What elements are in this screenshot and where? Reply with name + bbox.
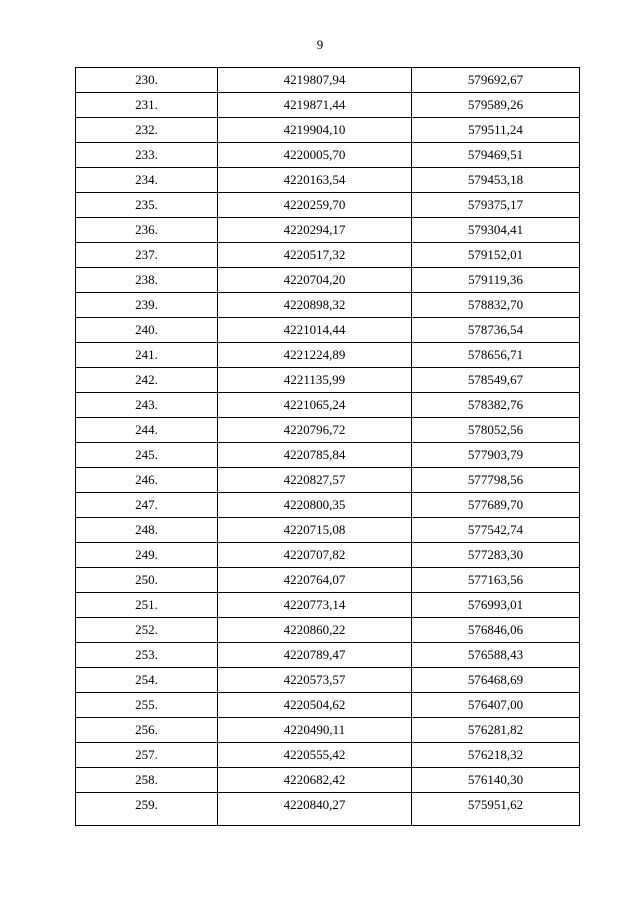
table-row	[76, 143, 580, 168]
table-row	[76, 343, 580, 368]
table-row	[76, 468, 580, 493]
y-coordinate-cell: 576993,01	[412, 593, 580, 618]
x-coordinate-cell: 4220898,32	[218, 293, 412, 318]
table-row	[76, 368, 580, 393]
y-coordinate-cell: 576218,32	[412, 743, 580, 768]
table-row	[76, 218, 580, 243]
y-coordinate-cell: 575951,62	[412, 793, 580, 826]
point-number-cell: 245.	[76, 443, 218, 468]
y-coordinate-cell: 577283,30	[412, 543, 580, 568]
y-coordinate-cell: 579119,36	[412, 268, 580, 293]
y-coordinate-cell: 577903,79	[412, 443, 580, 468]
point-number-cell: 246.	[76, 468, 218, 493]
y-coordinate-cell: 579469,51	[412, 143, 580, 168]
table-row	[76, 118, 580, 143]
table-row	[76, 643, 580, 668]
y-coordinate-cell: 578736,54	[412, 318, 580, 343]
y-coordinate-cell: 576407,00	[412, 693, 580, 718]
y-coordinate-cell: 576588,43	[412, 643, 580, 668]
y-coordinate-cell: 578382,76	[412, 393, 580, 418]
x-coordinate-cell: 4220490,11	[218, 718, 412, 743]
table-row	[76, 168, 580, 193]
x-coordinate-cell: 4220294,17	[218, 218, 412, 243]
point-number-cell: 243.	[76, 393, 218, 418]
y-coordinate-cell: 579304,41	[412, 218, 580, 243]
y-coordinate-cell: 576281,82	[412, 718, 580, 743]
x-coordinate-cell: 4220555,42	[218, 743, 412, 768]
x-coordinate-cell: 4220163,54	[218, 168, 412, 193]
x-coordinate-cell: 4221224,89	[218, 343, 412, 368]
x-coordinate-cell: 4220796,72	[218, 418, 412, 443]
x-coordinate-cell: 4220773,14	[218, 593, 412, 618]
table-row	[76, 393, 580, 418]
point-number-cell: 257.	[76, 743, 218, 768]
x-coordinate-cell: 4220504,62	[218, 693, 412, 718]
y-coordinate-cell: 579589,26	[412, 93, 580, 118]
table-row	[76, 793, 580, 826]
y-coordinate-cell: 579692,67	[412, 68, 580, 93]
table-row	[76, 68, 580, 93]
x-coordinate-cell: 4220789,47	[218, 643, 412, 668]
y-coordinate-cell: 579375,17	[412, 193, 580, 218]
point-number-cell: 252.	[76, 618, 218, 643]
point-number-cell: 244.	[76, 418, 218, 443]
x-coordinate-cell: 4219871,44	[218, 93, 412, 118]
coordinates-table	[75, 67, 580, 826]
point-number-cell: 247.	[76, 493, 218, 518]
table-row	[76, 768, 580, 793]
table-row	[76, 718, 580, 743]
y-coordinate-cell: 578052,56	[412, 418, 580, 443]
x-coordinate-cell: 4220704,20	[218, 268, 412, 293]
table-row	[76, 93, 580, 118]
y-coordinate-cell: 577689,70	[412, 493, 580, 518]
y-coordinate-cell: 578832,70	[412, 293, 580, 318]
point-number-cell: 251.	[76, 593, 218, 618]
y-coordinate-cell: 577163,56	[412, 568, 580, 593]
point-number-cell: 239.	[76, 293, 218, 318]
point-number-cell: 258.	[76, 768, 218, 793]
table-row	[76, 493, 580, 518]
point-number-cell: 255.	[76, 693, 218, 718]
table-row	[76, 243, 580, 268]
point-number-cell: 230.	[76, 68, 218, 93]
y-coordinate-cell: 579152,01	[412, 243, 580, 268]
point-number-cell: 242.	[76, 368, 218, 393]
point-number-cell: 238.	[76, 268, 218, 293]
point-number-cell: 233.	[76, 143, 218, 168]
x-coordinate-cell: 4220573,57	[218, 668, 412, 693]
table-row	[76, 268, 580, 293]
point-number-cell: 236.	[76, 218, 218, 243]
point-number-cell: 241.	[76, 343, 218, 368]
y-coordinate-cell: 576468,69	[412, 668, 580, 693]
y-coordinate-cell: 576140,30	[412, 768, 580, 793]
point-number-cell: 259.	[76, 793, 218, 826]
x-coordinate-cell: 4220800,35	[218, 493, 412, 518]
table-row	[76, 518, 580, 543]
x-coordinate-cell: 4221065,24	[218, 393, 412, 418]
point-number-cell: 232.	[76, 118, 218, 143]
x-coordinate-cell: 4220827,57	[218, 468, 412, 493]
table-row	[76, 693, 580, 718]
page-number: 9	[316, 37, 324, 52]
table-row	[76, 418, 580, 443]
y-coordinate-cell: 577798,56	[412, 468, 580, 493]
point-number-cell: 231.	[76, 93, 218, 118]
table-row	[76, 543, 580, 568]
point-number-cell: 237.	[76, 243, 218, 268]
point-number-cell: 240.	[76, 318, 218, 343]
table-row	[76, 193, 580, 218]
table-row	[76, 318, 580, 343]
point-number-cell: 254.	[76, 668, 218, 693]
x-coordinate-cell: 4220785,84	[218, 443, 412, 468]
y-coordinate-cell: 579453,18	[412, 168, 580, 193]
point-number-cell: 256.	[76, 718, 218, 743]
x-coordinate-cell: 4220764,07	[218, 568, 412, 593]
coordinates-table-body	[76, 68, 580, 826]
table-row	[76, 743, 580, 768]
y-coordinate-cell: 579511,24	[412, 118, 580, 143]
table-row	[76, 593, 580, 618]
x-coordinate-cell: 4221014,44	[218, 318, 412, 343]
point-number-cell: 235.	[76, 193, 218, 218]
table-row	[76, 668, 580, 693]
x-coordinate-cell: 4219904,10	[218, 118, 412, 143]
x-coordinate-cell: 4220682,42	[218, 768, 412, 793]
x-coordinate-cell: 4220259,70	[218, 193, 412, 218]
x-coordinate-cell: 4220005,70	[218, 143, 412, 168]
point-number-cell: 248.	[76, 518, 218, 543]
point-number-cell: 234.	[76, 168, 218, 193]
x-coordinate-cell: 4221135,99	[218, 368, 412, 393]
table-row	[76, 568, 580, 593]
point-number-cell: 253.	[76, 643, 218, 668]
table-row	[76, 293, 580, 318]
x-coordinate-cell: 4220517,32	[218, 243, 412, 268]
y-coordinate-cell: 578656,71	[412, 343, 580, 368]
x-coordinate-cell: 4220715,08	[218, 518, 412, 543]
point-number-cell: 250.	[76, 568, 218, 593]
y-coordinate-cell: 576846,06	[412, 618, 580, 643]
x-coordinate-cell: 4220860,22	[218, 618, 412, 643]
x-coordinate-cell: 4220840,27	[218, 793, 412, 826]
x-coordinate-cell: 4219807,94	[218, 68, 412, 93]
point-number-cell: 249.	[76, 543, 218, 568]
y-coordinate-cell: 578549,67	[412, 368, 580, 393]
table-row	[76, 618, 580, 643]
x-coordinate-cell: 4220707,82	[218, 543, 412, 568]
y-coordinate-cell: 577542,74	[412, 518, 580, 543]
table-row	[76, 443, 580, 468]
